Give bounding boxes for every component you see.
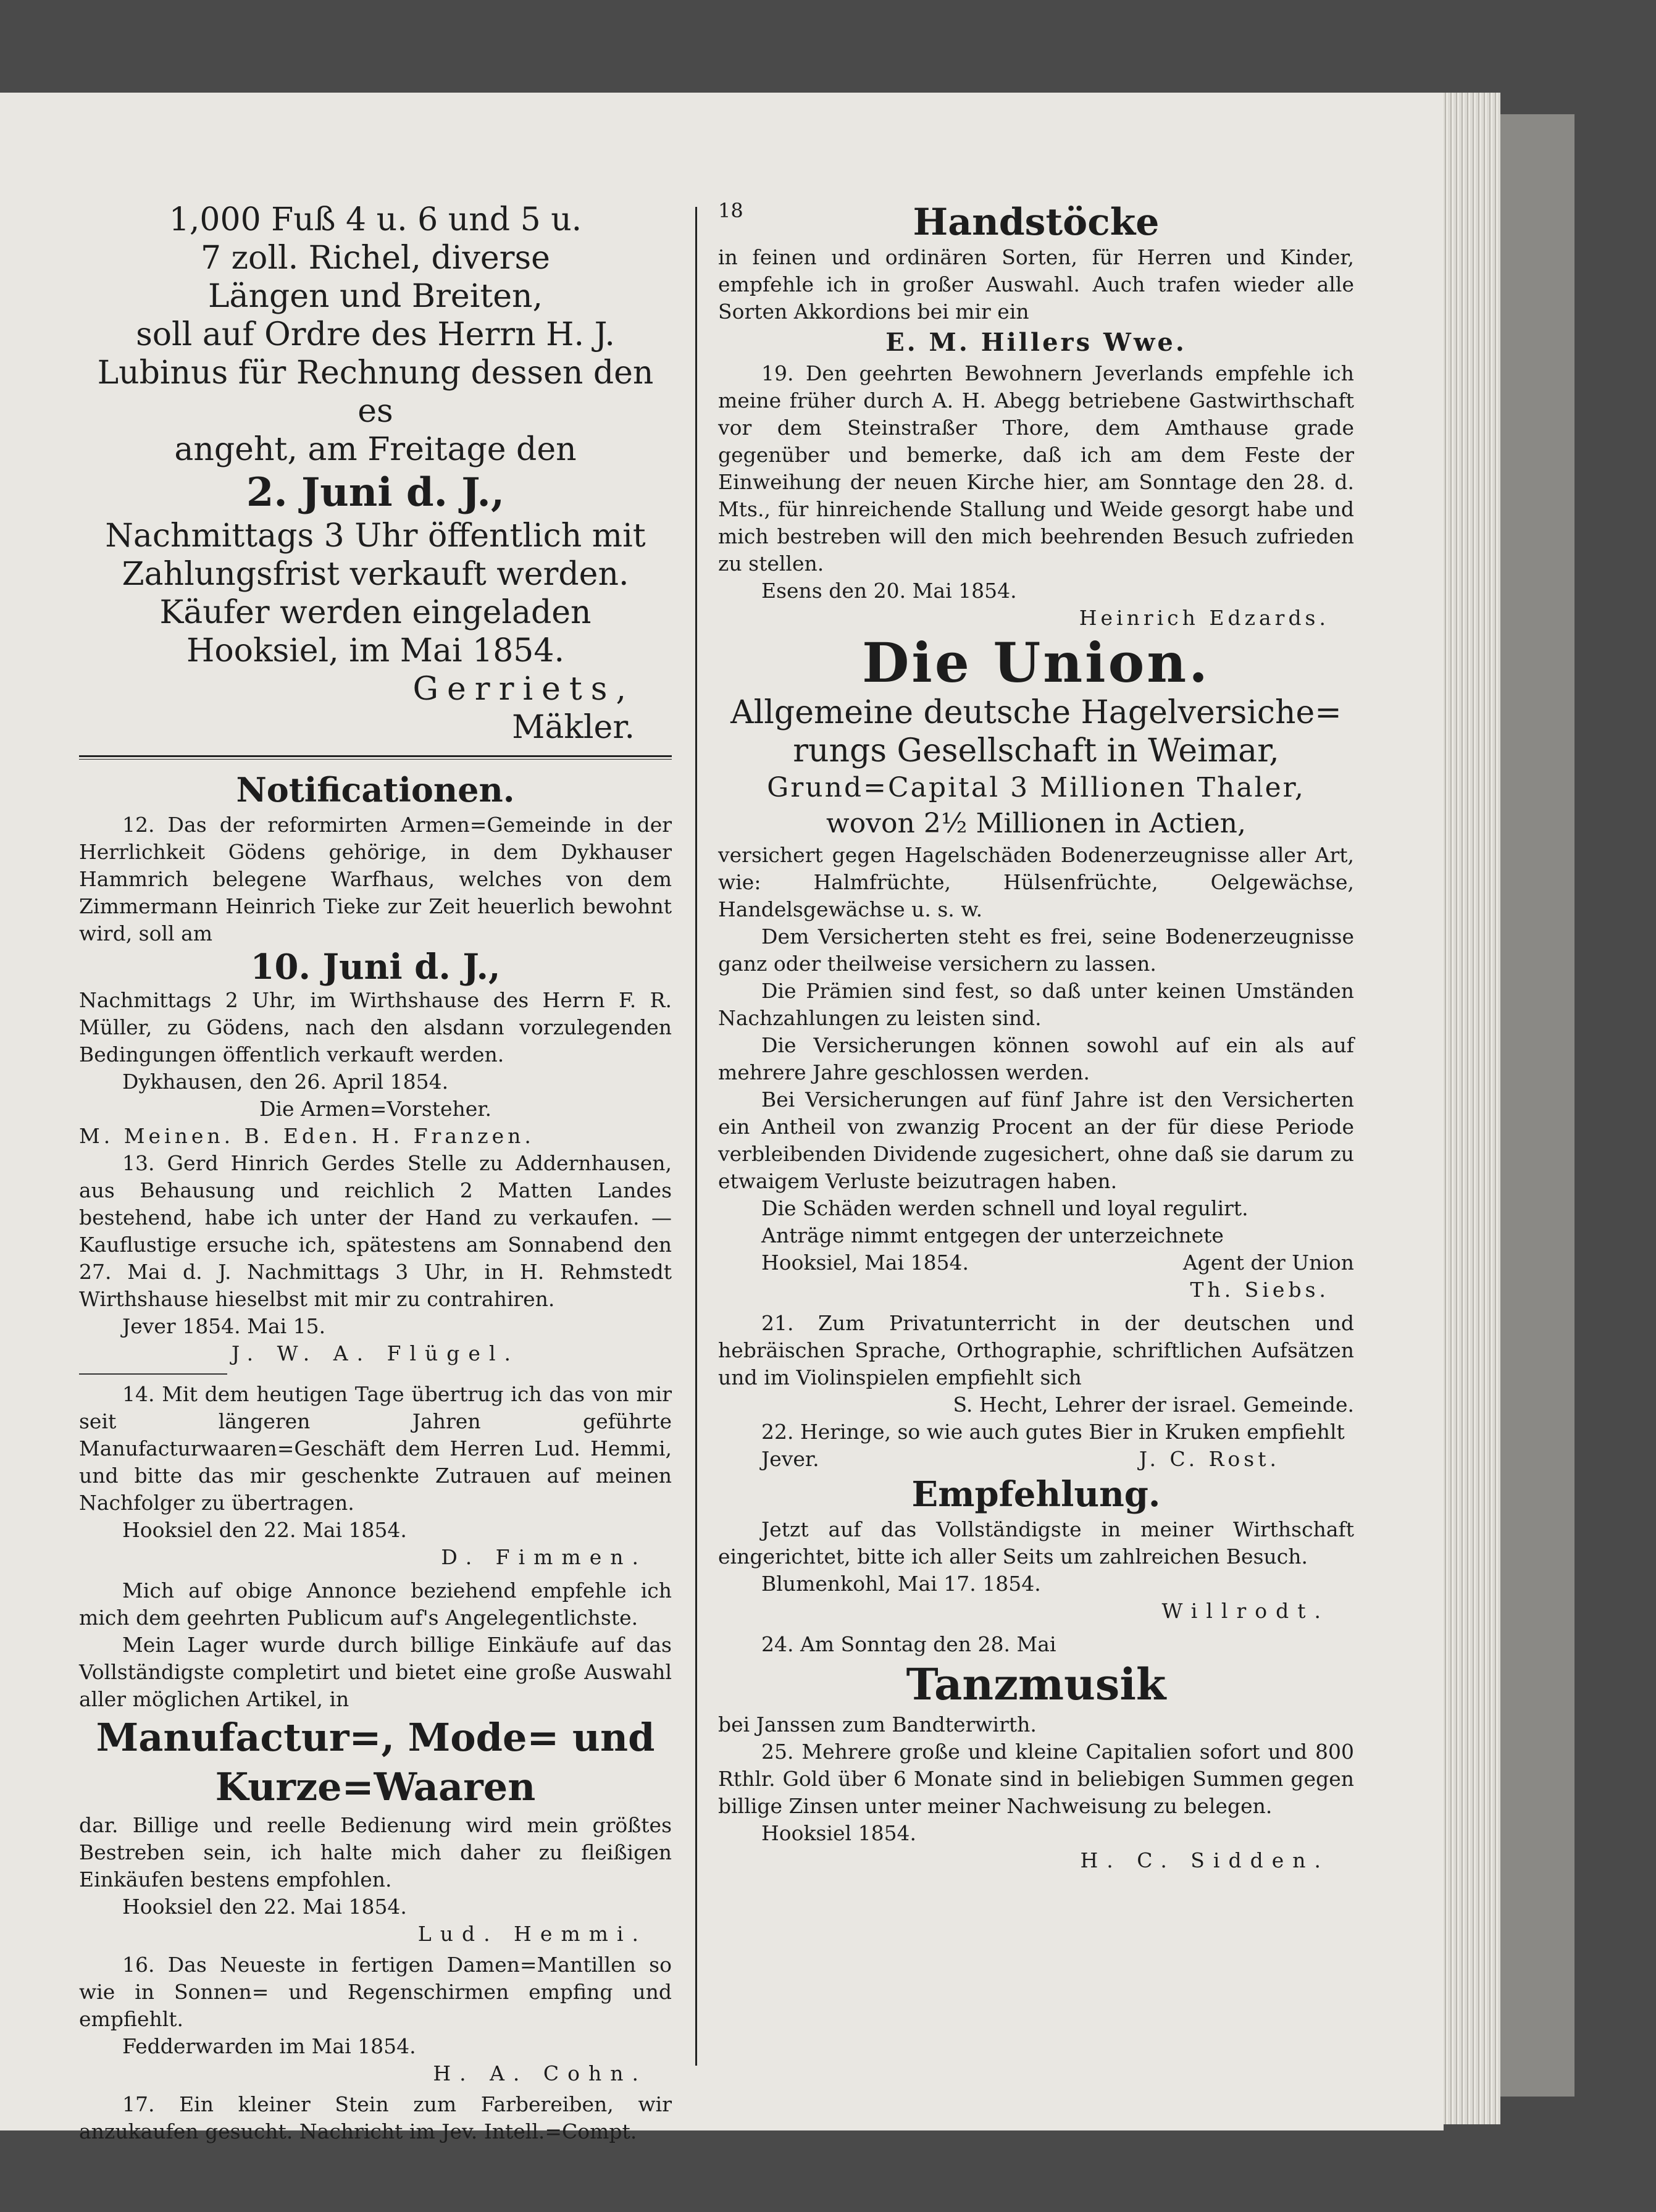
union-heading: Die Union. [862,631,1210,695]
notice-22-place: Jever. [761,1447,819,1471]
union-text-4: Die Versicherungen können sowohl auf ein als auf mehrere Jahre geschlossen werden. [718,1033,1354,1084]
notice-18-sig: E. M. Hillers Wwe. [885,328,1187,357]
notice-14b-place: Hooksiel den 22. Mai 1854. [122,1895,407,1919]
notice-16-sig: H. A. Cohn. [433,2061,647,2085]
notice-14: 14. Mit dem heutigen Tage übertrug ich das von mir seit längeren Jahren geführte Manufacturwaaren=Geschäft dem Herren Lud. Hemmi, und bitte das mir geschenkte Zutrauen auf meinen Nachfolger zu übertragen. [79,1382,672,1515]
notice-21-sig: S. Hecht, Lehrer der israel. Gemeinde. [953,1393,1354,1417]
union-text-2: Dem Versicherten steht es frei, seine Bodenerzeugnisse ganz oder theilweise versichern zu lassen. [718,924,1354,976]
notice-19: 19. Den geehrten Bewohnern Jeverlands empfehle ich meine früher durch A. H. Abegg betriebene Gastwirthschaft vor dem Steinstraßer Thore, dem Amthause grade gegenüber und bemerke, daß ich am dem Feste der Einweihung der neuen Kirche hier, am Sonntage den 28. d. Mts., für hinreichende Stallung und Weide gesorgt habe und mich bestreben will den mich beehrenden Besuch zufrieden zu stellen. [718,361,1354,576]
notice-12: 12. Das der reformirten Armen=Gemeinde in der Herrlichkeit Gödens gehörige, in dem Dykhauser Hammrich belegene Warfhaus, welches von dem Zimmermann Heinrich Tieke zur Zeit heuerlich bewohnt wird, soll am [79,813,672,945]
union-agent: Agent der Union [1182,1251,1354,1275]
union-text-7: Anträge nimmt entgegen der unterzeichnete [761,1223,1224,1247]
notice-19-sig: Heinrich Edzards. [1079,606,1329,630]
notice-23: Jetzt auf das Vollständigste in meiner Wirthschaft eingerichtet, bitte ich aller Seits um zahlreichen Besuch. [718,1517,1354,1569]
timber-line-5: Lubinus für Rechnung dessen den es [97,354,654,430]
page-number: 18 [718,199,743,222]
timber-ad [79,201,672,747]
timber-line-1: 1,000 Fuß 4 u. 6 und 5 u. [169,201,582,238]
notice-21: 21. Zum Privatunterricht in der deutschen und hebräischen Sprache, Orthographie, schriftlichen Aufsätzen und im Violinspielen empfiehlt sich [718,1311,1354,1389]
timber-line-3: Längen und Breiten, [207,278,543,315]
union-subheading-1: Allgemeine deutsche Hagelversiche= [730,694,1342,731]
notice-14b-sig: Lud. Hemmi. [417,1922,647,1946]
union-capital: Grund=Capital 3 Millionen Thaler, [767,772,1305,803]
timber-line-4: soll auf Ordre des Herrn H. J. [136,316,615,353]
notice-18: in feinen und ordinären Sorten, für Herren und Kinder, empfehle ich in großer Auswahl. Auch trafen wieder alle Sorten Akkordions bei mir ein [718,245,1354,324]
union-sig: Th. Siebs. [1190,1278,1329,1302]
notice-22-sig: J. C. Rost. [1139,1447,1280,1471]
notice-14-sig: D. Fimmen. [441,1545,647,1569]
notice-12-sig-1: Die Armen=Vorsteher. [259,1097,491,1121]
notice-13-sig: J. W. A. Flügel. [232,1341,519,1365]
union-capital-2: wovon 2½ Millionen in Actien, [826,808,1246,839]
timber-signature-title: Mäkler. [512,709,635,746]
empfehlung-heading: Empfehlung. [911,1474,1161,1515]
notice-16: 16. Das Neueste in fertigen Damen=Mantillen so wie in Sonnen= und Regenschirmen empfing und empfiehlt. [79,1953,672,2031]
notice-14b-1: Mich auf obige Annonce beziehend empfehle ich mich dem geehrten Publicum auf's Angelegentlichste. [79,1578,672,1630]
notice-22: 22. Heringe, so wie auch gutes Bier in Kruken empfiehlt [761,1420,1345,1444]
column-divider [695,207,697,2066]
manufactur-heading-2: Kurze=Waaren [215,1764,536,1809]
notice-19-place: Esens den 20. Mai 1854. [761,579,1017,603]
timber-line-8: Zahlungsfrist verkauft werden. [122,556,629,593]
timber-line-10: Hooksiel, im Mai 1854. [186,632,564,669]
notice-16-place: Fedderwarden im Mai 1854. [122,2034,416,2058]
union-text-3: Die Prämien sind fest, so daß unter keinen Umständen Nachzahlungen zu leisten sind. [718,979,1354,1030]
manufactur-heading-1: Manufactur=, Mode= und [96,1715,655,1760]
left-column [79,201,672,2145]
notice-12-date: 10. Juni d. J., [250,947,501,987]
union-subheading-2: rungs Gesellschaft in Weimar, [793,732,1279,769]
notice-12-more: Nachmittags 2 Uhr, im Wirthshause des Herrn F. R. Müller, zu Gödens, nach den alsdann vorzulegenden Bedingungen öffentlich verkauft werden. [79,988,672,1066]
notice-25: 25. Mehrere große und kleine Capitalien sofort und 800 Rthlr. Gold über 6 Monate sind in beliebigen Summen gegen billige Zinsen unter meiner Nachweisung zu belegen. [718,1740,1354,1818]
union-text-1: versichert gegen Hagelschäden Bodenerzeugnisse aller Art, wie: Halmfrüchte, Hülsenfrüchte, Oelgewächse, Handelsgewächse u. s. w. [718,843,1354,921]
notice-14-place: Hooksiel den 22. Mai 1854. [122,1518,407,1542]
notice-17: 17. Ein kleiner Stein zum Farbereiben, wir anzukaufen gesucht. Nachricht im Jev. Intell.=Compt. [79,2092,672,2143]
timber-line-2: 7 zoll. Richel, diverse [201,240,550,277]
timber-line-9: Käufer werden eingeladen [159,594,592,631]
union-text-5: Bei Versicherungen auf fünf Jahre ist den Versicherten ein Antheil von zwanzig Procent an der für diese Periode verbleibenden Dividende zugesichert, ohne daß sie darum zu etwaigem Verluste beizutragen haben. [718,1087,1354,1193]
notice-22-footer [718,1446,1354,1473]
notice-12-sig-2: M. Meinen. B. Eden. H. Franzen. [79,1124,535,1148]
newspaper-page [23,93,1444,2143]
notice-13-place: Jever 1854. Mai 15. [122,1314,326,1338]
tanzmusik-heading: Tanzmusik [906,1659,1166,1710]
timber-line-6: angeht, am Freitage den [174,431,577,468]
union-text-6: Die Schäden werden schnell und loyal regulirt. [761,1196,1248,1220]
union-place: Hooksiel, Mai 1854. [761,1251,969,1275]
book-gutter [0,93,23,2130]
notifications-heading: Notificationen. [236,770,515,810]
timber-signature: Gerriets, [412,671,635,708]
notice-23-sig: Willrodt. [1161,1599,1329,1623]
notice-24: 24. Am Sonntag den 28. Mai [761,1632,1056,1656]
notice-25-sig: H. C. Sidden. [1080,1848,1329,1872]
right-column [718,201,1354,1874]
handstoecke-heading: Handstöcke [913,201,1160,244]
notice-12-place: Dykhausen, den 26. April 1854. [122,1070,449,1094]
timber-date: 2. Juni d. J., [246,469,505,516]
notice-14b-3: dar. Billige und reelle Bedienung wird mein größtes Bestreben sein, ich halte mich daher zu fleißigen Einkäufen bestens empfohlen. [79,1813,672,1892]
small-rule [79,1373,227,1375]
section-rule [79,755,672,760]
timber-line-7: Nachmittags 3 Uhr öffentlich mit [105,517,646,555]
notice-23-place: Blumenkohl, Mai 17. 1854. [761,1572,1041,1596]
notice-13: 13. Gerd Hinrich Gerdes Stelle zu Addernhausen, aus Behausung und reichlich 2 Matten Landes bestehend, habe ich unter der Hand zu verkaufen. — Kauflustige ersuche ich, spätestens am Sonnabend den 27. Mai d. J. Nachmittags 3 Uhr, in H. Rehmstedt Wirthshause hieselbst mit mir zu contrahiren. [79,1151,672,1311]
notice-24-more: bei Janssen zum Bandterwirth. [718,1712,1037,1737]
notice-25-place: Hooksiel 1854. [761,1821,917,1845]
notice-14b-2: Mein Lager wurde durch billige Einkäufe auf das Vollständigste completirt und bietet eine große Auswahl aller möglichen Artikel, in [79,1633,672,1711]
union-footer [718,1249,1354,1276]
